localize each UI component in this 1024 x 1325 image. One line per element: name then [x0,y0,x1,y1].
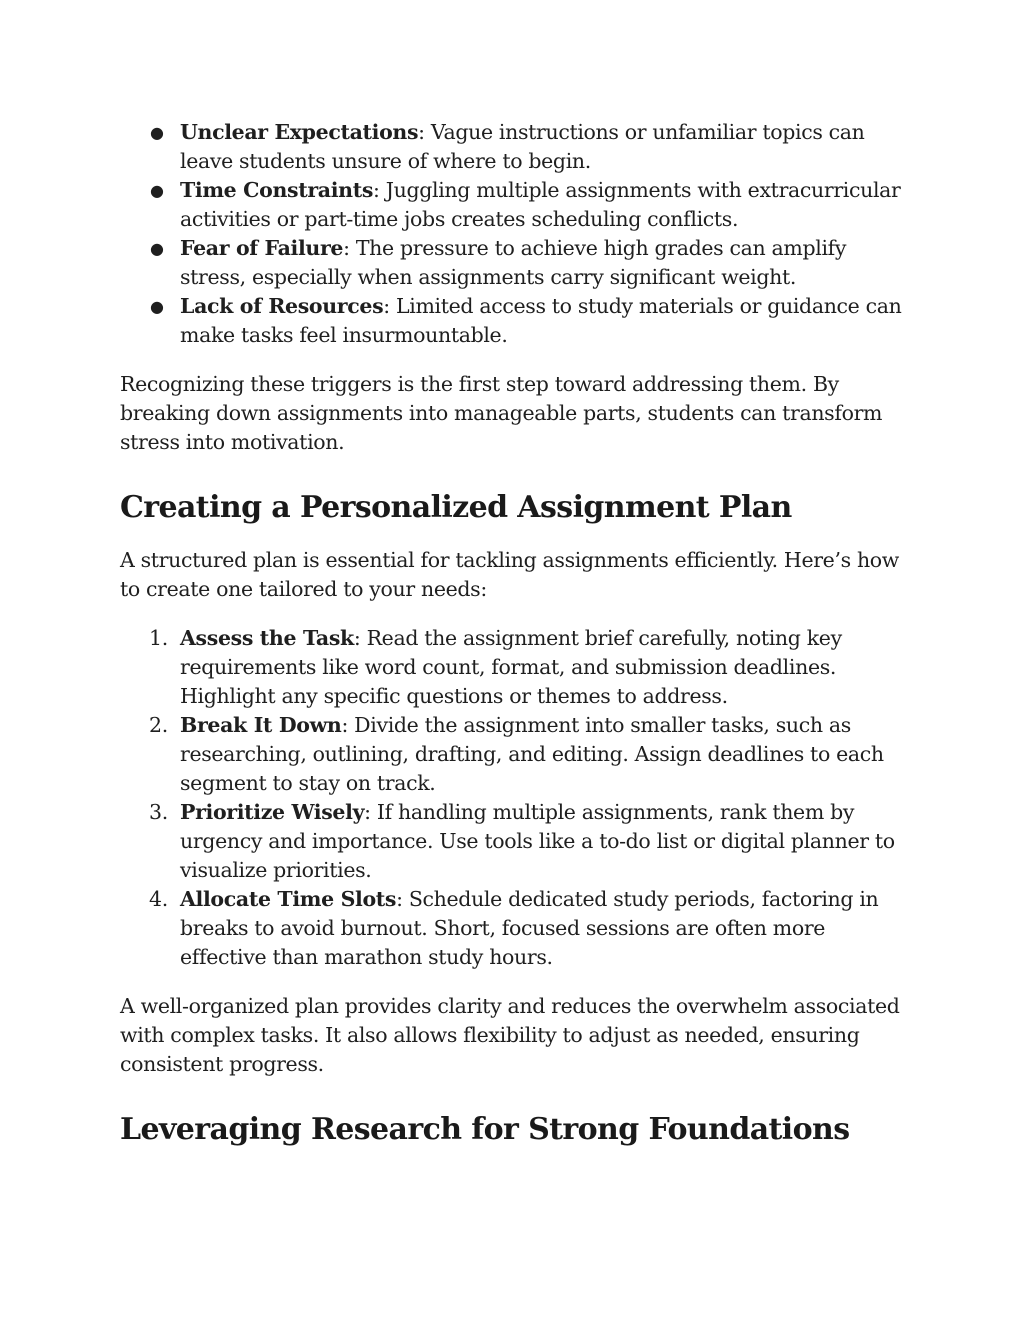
plan-intro-paragraph: A structured plan is essential for tackling assignments efficiently. Here’s how to create one tailored to your needs: [120,548,899,601]
bullet-icon: ● [150,123,164,142]
list-item [120,798,910,885]
step-number: 3. [149,800,168,824]
list-item-text: : The pressure to achieve high grades can amplify stress, especially when assignments carry significant weight. [180,236,847,289]
bullet-icon: ● [150,297,164,316]
list-item-term: Fear of Failure [180,236,344,260]
list-item-term: Unclear Expectations [180,120,419,144]
list-item [120,176,910,234]
list-item-term: Allocate Time Slots [180,887,397,911]
step-number: 1. [149,626,168,650]
list-item [120,292,910,350]
list-item-term: Assess the Task [180,626,354,650]
list-item-term: Time Constraints [180,178,374,202]
list-item [120,234,910,292]
stress-triggers-list [120,118,910,350]
step-number: 4. [149,887,168,911]
bullet-icon: ● [150,181,164,200]
list-item-text: : Divide the assignment into smaller tasks, such as researching, outlining, drafting, and editing. Assign deadlines to each segment to stay on track. [180,713,884,795]
list-item [120,624,910,711]
list-item-text: : Read the assignment brief carefully, noting key requirements like word count, format, and submission deadlines. Highlight any specific questions or themes to address. [180,626,842,708]
section-heading-plan: Creating a Personalized Assignment Plan [120,490,792,525]
list-item-term: Prioritize Wisely [180,800,365,824]
triggers-summary-paragraph: Recognizing these triggers is the first step toward addressing them. By breaking down assignments into manageable parts, students can transform stress into motivation. [120,372,883,454]
list-item [120,885,910,972]
plan-steps-list [120,624,910,972]
document-page [120,118,910,1149]
list-item-text: : Juggling multiple assignments with extracurricular activities or part-time jobs creates scheduling conflicts. [180,178,901,231]
section-heading-research: Leveraging Research for Strong Foundations [120,1112,850,1147]
list-item-text: : Limited access to study materials or guidance can make tasks feel insurmountable. [180,294,902,347]
list-item [120,711,910,798]
bullet-icon: ● [150,239,164,258]
plan-conclusion-paragraph: A well-organized plan provides clarity and reduces the overwhelm associated with complex tasks. It also allows flexibility to adjust as needed, ensuring consistent progress. [120,994,900,1076]
list-item-text: : Schedule dedicated study periods, factoring in breaks to avoid burnout. Short, focused sessions are often more effective than marathon study hours. [180,887,879,969]
step-number: 2. [149,713,168,737]
list-item [120,118,910,176]
list-item-text: : Vague instructions or unfamiliar topics can leave students unsure of where to begin. [180,120,865,173]
list-item-term: Lack of Resources [180,294,384,318]
list-item-text: : If handling multiple assignments, rank them by urgency and importance. Use tools like a to-do list or digital planner to visualize priorities. [180,800,895,882]
list-item-term: Break It Down [180,713,342,737]
